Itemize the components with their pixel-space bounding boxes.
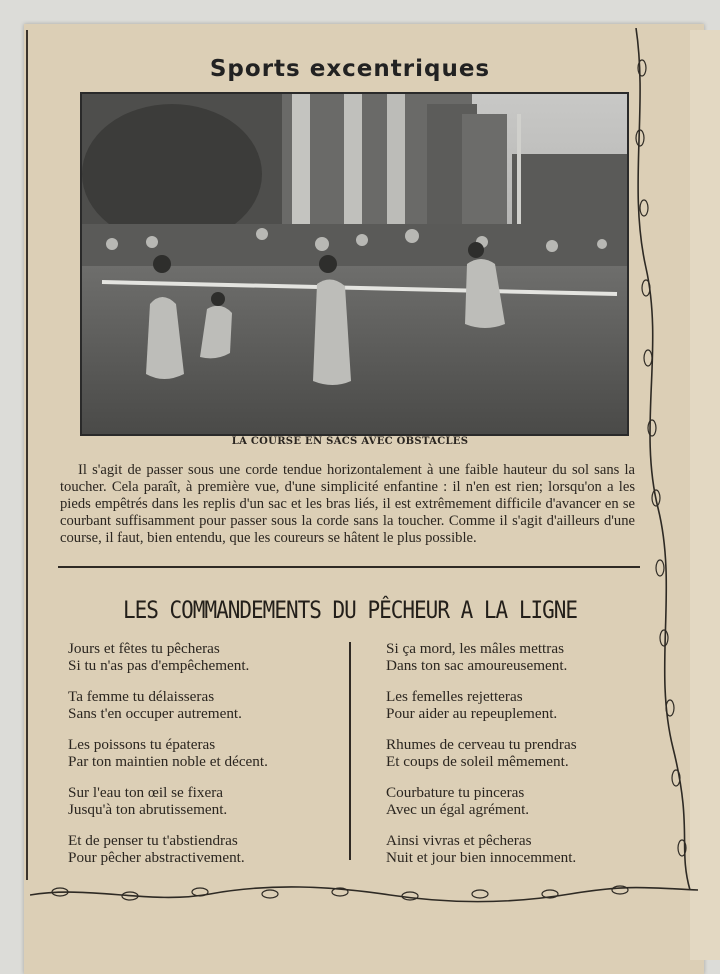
stanza: [68, 736, 268, 770]
verse-line: Et de penser tu t'abstiendras: [68, 832, 238, 849]
verse-line: Jusqu'à ton abrutissement.: [68, 801, 228, 818]
verse-line: Courbature tu pinceras: [386, 784, 525, 801]
stanza: [68, 784, 268, 818]
verse-line: Dans ton sac amoureusement.: [386, 657, 568, 674]
vine-border-right: [628, 28, 698, 898]
verse-line: Les femelles rejetteras: [386, 688, 523, 705]
stanza: [68, 832, 268, 866]
stanza: [386, 736, 577, 770]
article-paragraph: Il s'agit de passer sous une corde tendue horizontalement à une faible hauteur du sol sans la toucher. Cela paraît, à première vue, d'une simplicité enfantine : il n'en est rien; lorsqu'on a les pieds empêtrés dans les replis d'un sac et les bras liés, il est extrêmement difficile d'avancer en se courbant suffisamment pour passer sous la corde sans la toucher. Comme il s'agit d'ailleurs d'une course, il faut, bien entendu, que les coureurs se hâtent le plus possible.: [60, 462, 635, 546]
verse-line: Pour aider au repeuplement.: [386, 705, 558, 722]
verse-line: Les poissons tu épateras: [68, 736, 216, 753]
column-divider: [349, 642, 351, 860]
photo-caption: LA COURSE EN SACS AVEC OBSTACLES: [231, 436, 469, 447]
page-title: Sports excentriques: [209, 56, 491, 82]
verse-line: Sans t'en occuper autrement.: [68, 705, 242, 722]
verse-line: Ainsi vivras et pêcheras: [386, 832, 532, 849]
verse-line: Avec un égal agrément.: [386, 801, 530, 818]
stanza: [386, 688, 577, 722]
verse-line: Nuit et jour bien innocemment.: [386, 849, 577, 866]
stanza: [68, 688, 268, 722]
stanza: [68, 640, 268, 674]
stanza: [386, 640, 577, 674]
sack-race-photo: [80, 92, 629, 436]
verse-line: Si tu n'as pas d'empêchement.: [68, 657, 250, 674]
verse-line: Si ça mord, les mâles mettras: [386, 640, 564, 657]
stanza: [386, 784, 577, 818]
poem-left-column: [68, 640, 268, 880]
left-border-rule: [26, 30, 28, 880]
stanza: [386, 832, 577, 866]
poem-right-column: [386, 640, 577, 880]
poem-title: LES COMMANDEMENTS DU PÊCHEUR A LA LIGNE: [122, 596, 578, 624]
vine-border-bottom: [30, 880, 700, 910]
section-divider: [58, 566, 640, 568]
verse-line: Par ton maintien noble et décent.: [68, 753, 268, 770]
verse-line: Et coups de soleil mêmement.: [386, 753, 569, 770]
verse-line: Ta femme tu délaisseras: [68, 688, 215, 705]
verse-line: Jours et fêtes tu pêcheras: [68, 640, 220, 657]
verse-line: Rhumes de cerveau tu prendras: [386, 736, 577, 753]
verse-line: Sur l'eau ton œil se fixera: [68, 784, 223, 801]
verse-line: Pour pêcher abstractivement.: [68, 849, 245, 866]
